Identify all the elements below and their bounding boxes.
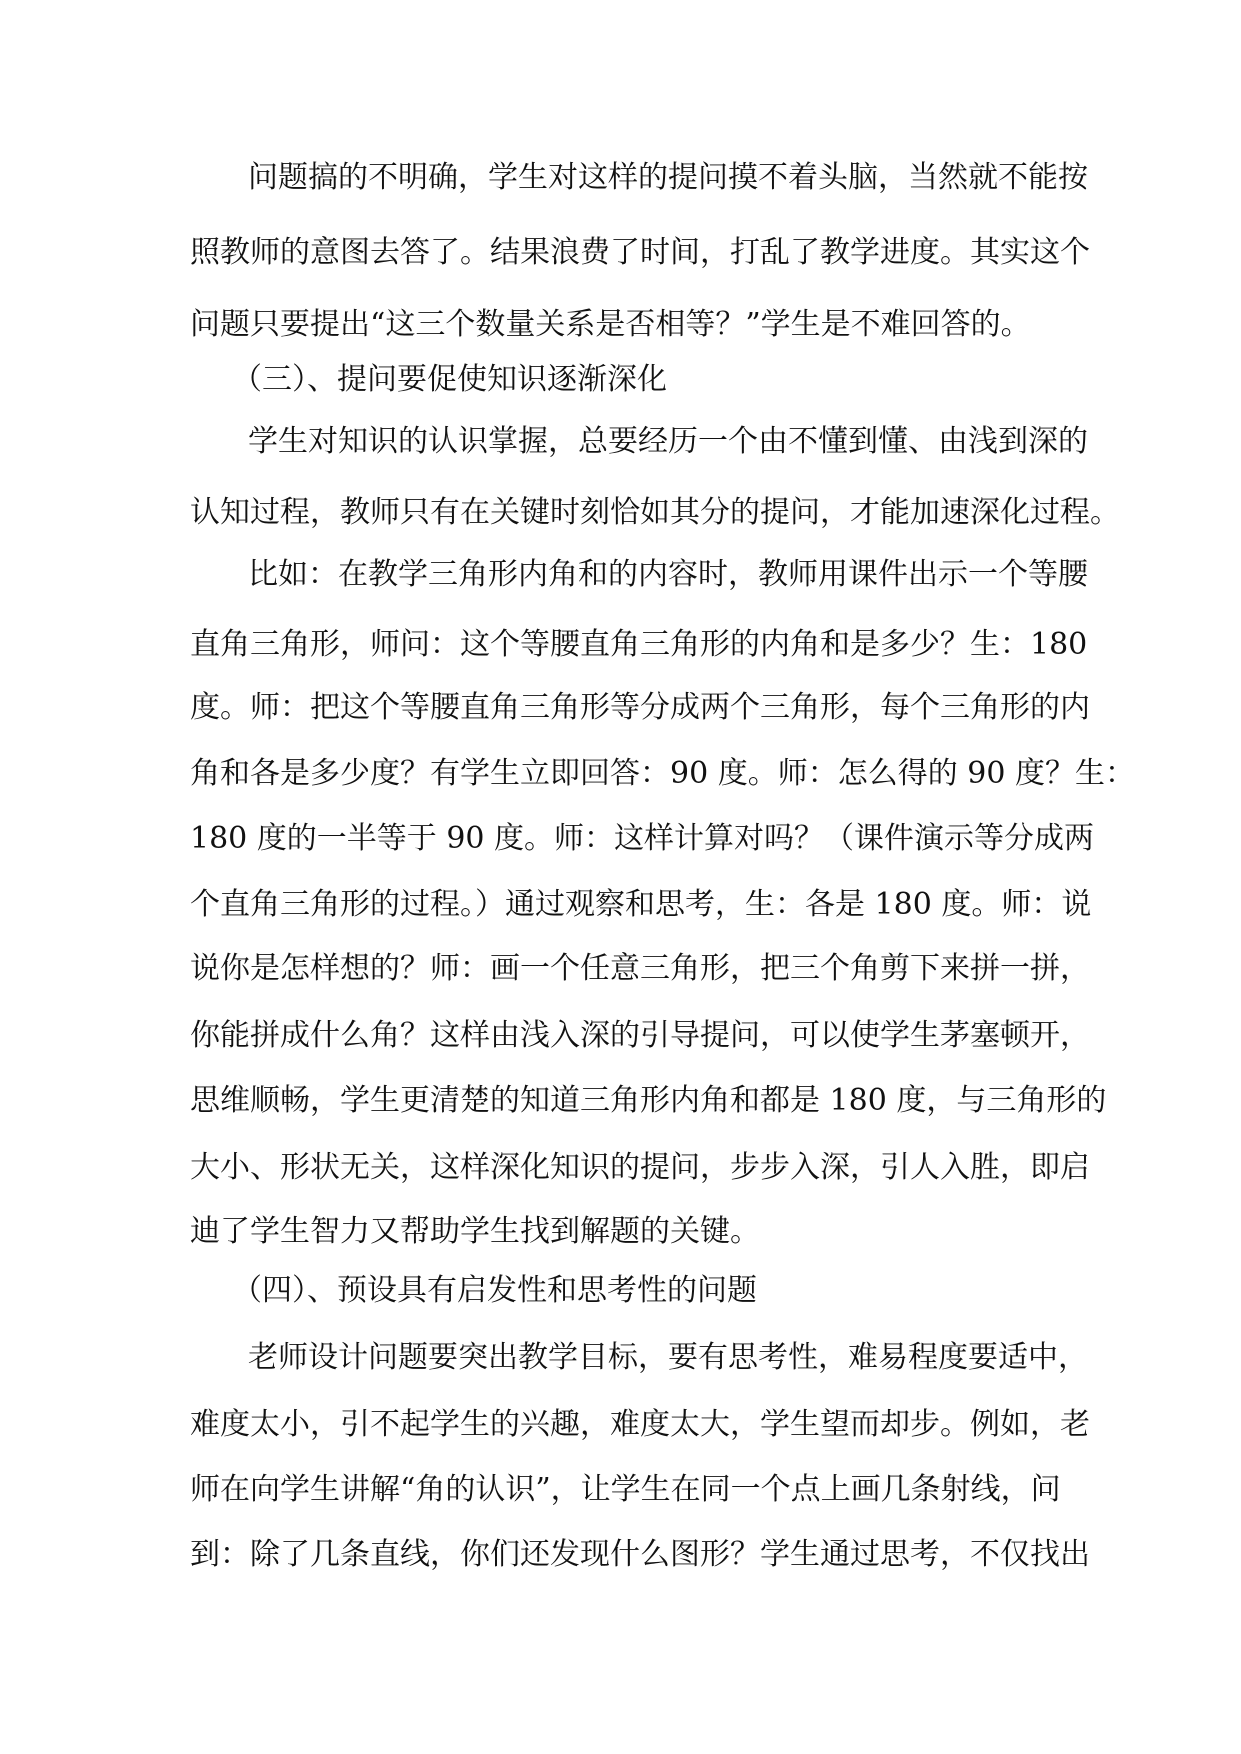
- paragraph-line: 比如：在教学三角形内角和的内容时，教师用课件出示一个等腰: [248, 557, 1088, 592]
- paragraph-line: 学生对知识的认识掌握，总要经历一个由不懂到懂、由浅到深的: [248, 424, 1088, 459]
- paragraph-line: 老师设计问题要突出教学目标，要有思考性，难易程度要适中，: [248, 1340, 1088, 1375]
- paragraph-line: 说你是怎样想的？师：画一个任意三角形，把三个角剪下来拼一拼，: [190, 951, 1090, 986]
- paragraph-line: 难度太小，引不起学生的兴趣，难度太大，学生望而却步。例如，老: [190, 1407, 1090, 1442]
- paragraph-line: 照教师的意图去答了。结果浪费了时间，打乱了教学进度。其实这个: [190, 235, 1090, 270]
- paragraph-line: 问题搞的不明确，学生对这样的提问摸不着头脑，当然就不能按: [248, 160, 1088, 195]
- section-heading-3: （三）、提问要促使知识逐渐深化: [232, 362, 667, 397]
- paragraph-line: 180 度的一半等于 90 度。师：这样计算对吗？（课件演示等分成两: [190, 821, 1095, 856]
- section-heading-4: （四）、预设具有启发性和思考性的问题: [232, 1273, 757, 1308]
- paragraph-line: 迪了学生智力又帮助学生找到解题的关键。: [190, 1214, 760, 1249]
- paragraph-line: 你能拼成什么角？这样由浅入深的引导提问，可以使学生茅塞顿开，: [190, 1018, 1090, 1053]
- paragraph-line: 师在向学生讲解“角的认识”，让学生在同一个点上画几条射线，问: [190, 1472, 1061, 1507]
- paragraph-line: 思维顺畅，学生更清楚的知道三角形内角和都是 180 度，与三角形的: [190, 1083, 1107, 1118]
- paragraph-line: 到：除了几条直线，你们还发现什么图形？学生通过思考，不仅找出: [190, 1537, 1090, 1572]
- paragraph-line: 认知过程，教师只有在关键时刻恰如其分的提问，才能加速深化过程。: [190, 495, 1120, 530]
- paragraph-line: 度。师：把这个等腰直角三角形等分成两个三角形，每个三角形的内: [190, 690, 1090, 725]
- paragraph-line: 大小、形状无关，这样深化知识的提问，步步入深，引人入胜，即启: [190, 1150, 1090, 1185]
- paragraph-line: 个直角三角形的过程。）通过观察和思考，生：各是 180 度。师：说: [190, 887, 1092, 922]
- paragraph-line: 角和各是多少度？有学生立即回答：90 度。师：怎么得的 90 度？生：: [190, 756, 1135, 791]
- paragraph-line: 问题只要提出“这三个数量关系是否相等？”学生是不难回答的。: [190, 307, 1031, 342]
- paragraph-line: 直角三角形，师问：这个等腰直角三角形的内角和是多少？生：180: [190, 627, 1088, 662]
